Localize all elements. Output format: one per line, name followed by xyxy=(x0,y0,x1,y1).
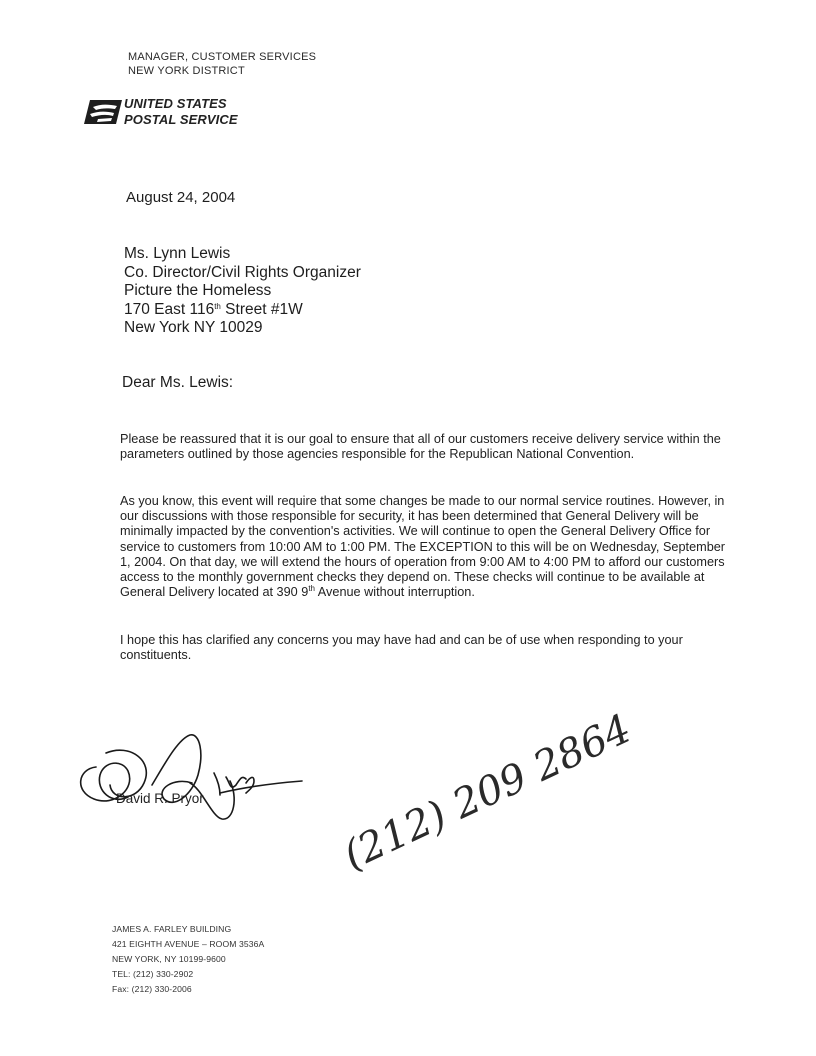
usps-logo xyxy=(84,96,254,130)
footer-city: NEW YORK, NY 10199-9600 xyxy=(112,954,226,964)
letterhead-district: NEW YORK DISTRICT xyxy=(128,65,245,77)
logo-line-2: POSTAL SERVICE xyxy=(124,112,238,127)
body-paragraph-1 xyxy=(120,432,738,462)
letterhead-office xyxy=(128,50,316,78)
recipient-city: New York NY 10029 xyxy=(124,319,263,336)
recipient-name: Ms. Lynn Lewis xyxy=(124,245,231,262)
footer-tel: TEL: (212) 330-2902 xyxy=(112,969,194,979)
recipient-organization: Picture the Homeless xyxy=(124,282,272,299)
footer-building: JAMES A. FARLEY BUILDING xyxy=(112,924,232,934)
handwritten-phone-number xyxy=(336,705,639,890)
street-suffix: th xyxy=(214,301,221,311)
signature-scribble xyxy=(70,725,320,835)
street-number: 170 East 116 xyxy=(124,300,215,318)
letter-date: August 24, 2004 xyxy=(126,189,236,206)
paragraph-text xyxy=(120,494,738,600)
salutation: Dear Ms. Lewis: xyxy=(122,374,234,391)
footer-address xyxy=(112,922,264,997)
avenue-suffix: th xyxy=(308,584,315,594)
body-paragraph-2 xyxy=(120,494,738,600)
recipient-street xyxy=(124,301,361,320)
footer-fax: Fax: (212) 330-2006 xyxy=(112,984,192,994)
paragraph-text: Please be reassured that it is our goal to ensure that all of our customers receive delivery service within the parameters outlined by those agencies responsible for the Republican National Convention. xyxy=(120,432,721,462)
letterhead-title: MANAGER, CUSTOMER SERVICES xyxy=(128,51,317,63)
eagle-logo-icon xyxy=(84,98,124,128)
recipient-title: Co. Director/Civil Rights Organizer xyxy=(124,263,361,281)
paragraph-text-end: Avenue without interruption. xyxy=(314,585,475,600)
handwritten-phone-text: (212) 209 2864 xyxy=(336,705,639,880)
street-name: Street #1W xyxy=(220,300,303,318)
paragraph-text-main: As you know, this event will require that some changes be made to our normal service routines. However, in our discussions with those responsible for security, it has been determined that General Delivery will be minimally impacted by the convention's activities. We will continue to open the General Delivery Office for service to customers from 10:00 AM to 1:00 PM. The EXCEPTION to this will be on Wednesday, September 1, 2004. On that day, we will extend the hours of operation from 9:00 AM to 4:00 PM to afford our customers access to the monthly government checks they depend on. These checks will continue to be available at General Delivery located at 390 9 xyxy=(120,494,726,600)
signatory-name: David R. Pryor xyxy=(116,791,204,806)
body-paragraph-3 xyxy=(120,633,738,663)
logo-line-1: UNITED STATES xyxy=(124,96,227,111)
footer-street: 421 EIGHTH AVENUE – ROOM 3536A xyxy=(112,939,265,949)
paragraph-text: I hope this has clarified any concerns you may have had and can be of use when responding to your constituents. xyxy=(120,633,683,663)
recipient-address xyxy=(124,245,361,338)
